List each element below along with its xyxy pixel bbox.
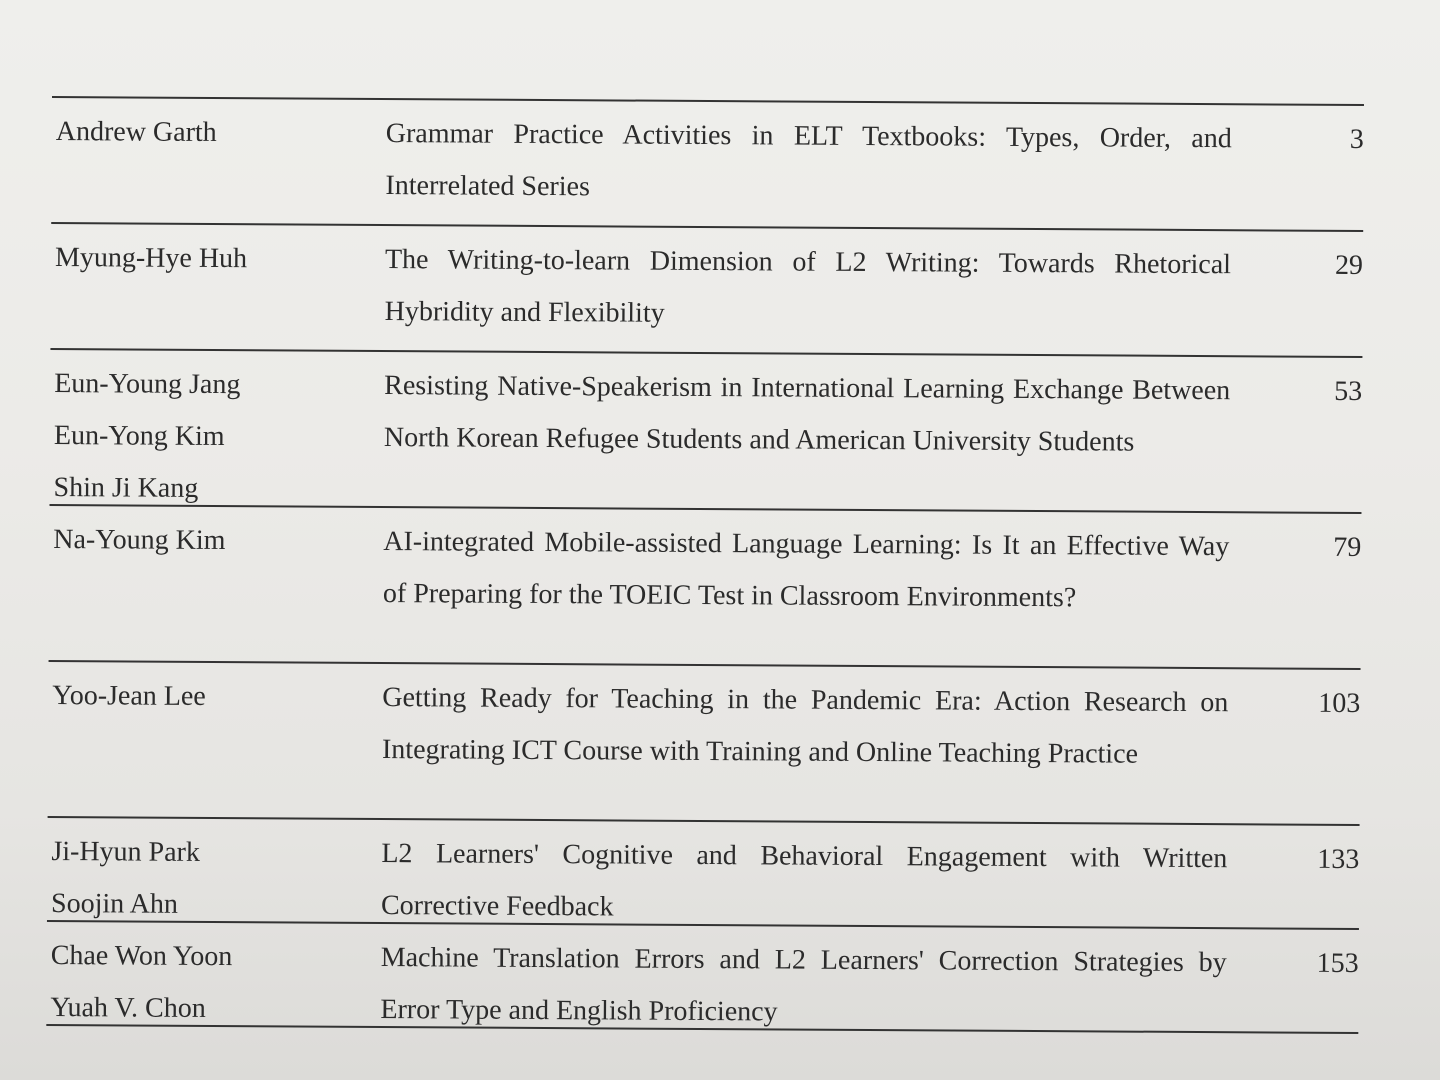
toc-entry — [50, 224, 1363, 356]
entry-authors — [48, 670, 382, 724]
page-number: 79 — [1333, 531, 1362, 564]
article-title: The Writing-to-learn Dimension of L2 Writing: Towards Rhetorical Hybridity and Flexibility — [384, 244, 1232, 329]
article-title: Grammar Practice Activities in ELT Textbooks: Types, Order, and Interrelated Series — [385, 118, 1232, 203]
entry-authors — [51, 232, 385, 286]
author-name: Eun-Young Jang — [54, 368, 241, 401]
article-title: Machine Translation Errors and L2 Learners' Correction Strategies by Error Type and English Proficiency — [380, 942, 1227, 1028]
toc-entry — [48, 662, 1361, 824]
table-of-contents — [46, 96, 1364, 1034]
author-name: Eun-Yong Kim — [53, 420, 225, 453]
toc-entry — [49, 506, 1362, 668]
page-number: 103 — [1318, 687, 1361, 720]
author-name: Na-Young Kim — [53, 524, 226, 557]
toc-entry — [47, 818, 1360, 928]
article-title: L2 Learners' Cognitive and Behavioral Engagement with Written Corrective Feedback — [380, 838, 1228, 923]
author-name: Andrew Garth — [55, 116, 217, 149]
page-number: 53 — [1334, 375, 1363, 408]
entry-authors — [49, 358, 384, 516]
author-name: Shin Ji Kang — [53, 472, 199, 504]
entry-authors — [52, 106, 386, 160]
entry-authors — [46, 930, 381, 1036]
author-name: Ji-Hyun Park — [51, 836, 201, 868]
article-title: AI-integrated Mobile-assisted Language Learning: Is It an Effective Way of Preparing for the TOEIC Test in Classroom Environments? — [382, 526, 1230, 614]
page-number: 3 — [1349, 123, 1364, 156]
page-number: 29 — [1334, 249, 1364, 282]
author-name: Soojin Ahn — [50, 888, 178, 920]
toc-entry — [51, 98, 1364, 230]
article-title: Getting Ready for Teaching in the Pandemic Era: Action Research on Integrating ICT Course with Training and Online Teaching Practice — [381, 682, 1229, 770]
toc-entry — [50, 350, 1363, 512]
entry-authors — [47, 826, 382, 932]
author-name: Myung-Hye Huh — [54, 242, 248, 275]
author-name: Chae Won Yoon — [50, 940, 233, 973]
page-number: 153 — [1316, 947, 1359, 979]
entry-authors — [49, 514, 383, 568]
toc-entry — [46, 922, 1359, 1032]
author-name: Yoo-Jean Lee — [52, 680, 206, 712]
page-number: 133 — [1317, 843, 1360, 876]
article-title: Resisting Native-Speakerism in International Learning Exchange Between North Korean Refugee Students and American University Students — [383, 370, 1231, 458]
author-name: Yuah V. Chon — [50, 992, 206, 1024]
